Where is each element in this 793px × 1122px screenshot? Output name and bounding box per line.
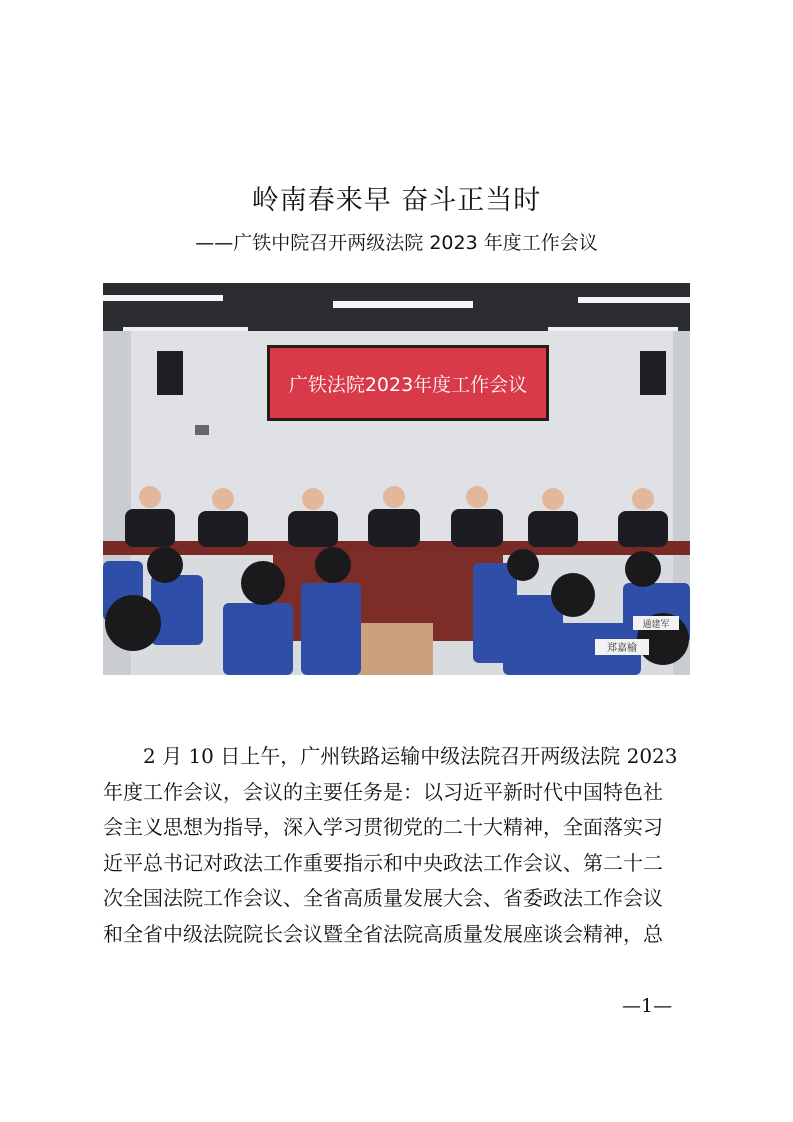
article-title: 岭南春来早 奋斗正当时 [251, 185, 542, 216]
body-line-4: 近平总书记对政法工作重要指示和中央政法工作会议、第二十二 [103, 850, 663, 875]
body-line-3: 会主义思想为指导，深入学习贯彻党的二十大精神，全面落实习 [103, 815, 663, 839]
page-number: —1— [622, 995, 673, 1017]
meeting-photo [103, 283, 690, 675]
article-subtitle: ——广铁中院召开两级法院 2023 年度工作会议 [195, 232, 598, 254]
body-line-1: 2 月 10 日上午，广州铁路运输中级法院召开两级法院 2023 [143, 744, 678, 768]
name-card-2: 郑嘉榆 [607, 643, 637, 654]
body-line-2: 年度工作会议，会议的主要任务是：以习近平新时代中国特色社 [103, 779, 663, 804]
banner-text: 广铁法院2023年度工作会议 [288, 374, 528, 396]
body-line-6: 和全省中级法院院长会议暨全省法院高质量发展座谈会精神，总 [103, 921, 663, 946]
name-card-1: 通建军 [642, 620, 670, 630]
body-line-5: 次全国法院工作会议、全省高质量发展大会、省委政法工作会议 [103, 886, 663, 910]
body-paragraph [103, 739, 690, 952]
